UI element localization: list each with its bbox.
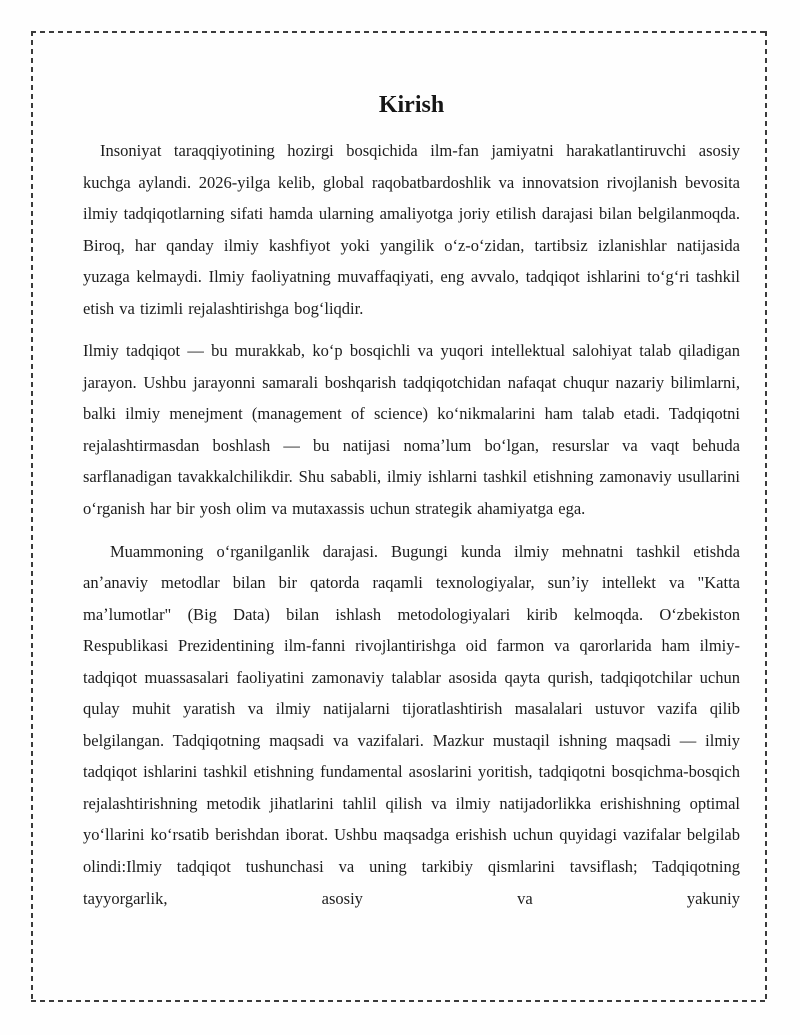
intro-paragraph-3: Muammoning oʻrganilganlik darajasi. Bugungi kunda ilmiy mehnatni tashkil etishda anʼanaviy metodlar bilan bir qatorda raqamli texnologiyalar, sunʼiy intellekt va "Katta maʼlumotlar" (Big Data) bilan ishlash metodologiyalari kirib kelmoqda. Oʻzbekiston Respublikasi Prezidentining ilm-fanni rivojlantirishga oid farmon va qarorlarida ham ilmiy-tadqiqot muassasalari faoliyatini zamonaviy talablar asosida qayta qurish, tadqiqotchilar uchun qulay muhit yaratish va ilmiy natijalarni tijoratlashtirish masalalari ustuvor vazifa qilib belgilangan. Tadqiqotning maqsadi va vazifalari. Mazkur mustaqil ishning maqsadi — ilmiy tadqiqot ishlarini tashkil etishning fundamental asoslarini yoritish, tadqiqotni bosqichma-bosqich rejalashtirishning metodik jihatlarini tahlil qilish va ilmiy natijadorlikka erishishning optimal yoʻllarini koʻrsatib berishdan iborat. Ushbu maqsadga erishish uchun quyidagi vazifalar belgilab olindi:Ilmiy tadqiqot tushunchasi va uning tarkibiy qismlarini tavsiflash; Tadqiqotning tayyorgarlik, asosiy va yakuniy [83,541,740,908]
page-border-frame [31,31,767,1002]
intro-paragraph-2: Ilmiy tadqiqot — bu murakkab, koʻp bosqichli va yuqori intellektual salohiyat talab qiladigan jarayon. Ushbu jarayonni samarali boshqarish tadqiqotchidan nafaqat chuqur nazariy bilimlarni, balki ilmiy menejment (management of science) koʻnikmalarini ham talab etadi. Tadqiqotni rejalashtirmasdan boshlash — bu natijasi nomaʼlum boʻlgan, resurslar va vaqt behuda sarflanadigan tavakkalchilikdir. Shu sababli, ilmiy ishlarni tashkil etishning zamonaviy usullarini oʻrganish har bir yosh olim va mutaxassis uchun strategik ahamiyatga ega. [83,341,740,519]
intro-paragraph-1: Insoniyat taraqqiyotining hozirgi bosqichida ilm-fan jamiyatni harakatlantiruvchi asosiy kuchga aylandi. 2026-yilga kelib, global raqobatbardoshlik va innovatsion rivojlanish bevosita ilmiy tadqiqotlarning sifati hamda ularning amaliyotga joriy etilish darajasi bilan belgilanmoqda. Biroq, har qanday ilmiy kashfiyot yoki yangilik oʻz-oʻzidan, tartibsiz izlanishlar natijasida yuzaga kelmaydi. Ilmiy faoliyatning muvaffaqiyati, eng avvalo, tadqiqot ishlarini toʻgʻri tashkil etish va tizimli rejalashtirishga bogʻliqdir. [83,141,740,318]
page-title: Kirish [378,92,445,118]
page-content [83,80,740,925]
